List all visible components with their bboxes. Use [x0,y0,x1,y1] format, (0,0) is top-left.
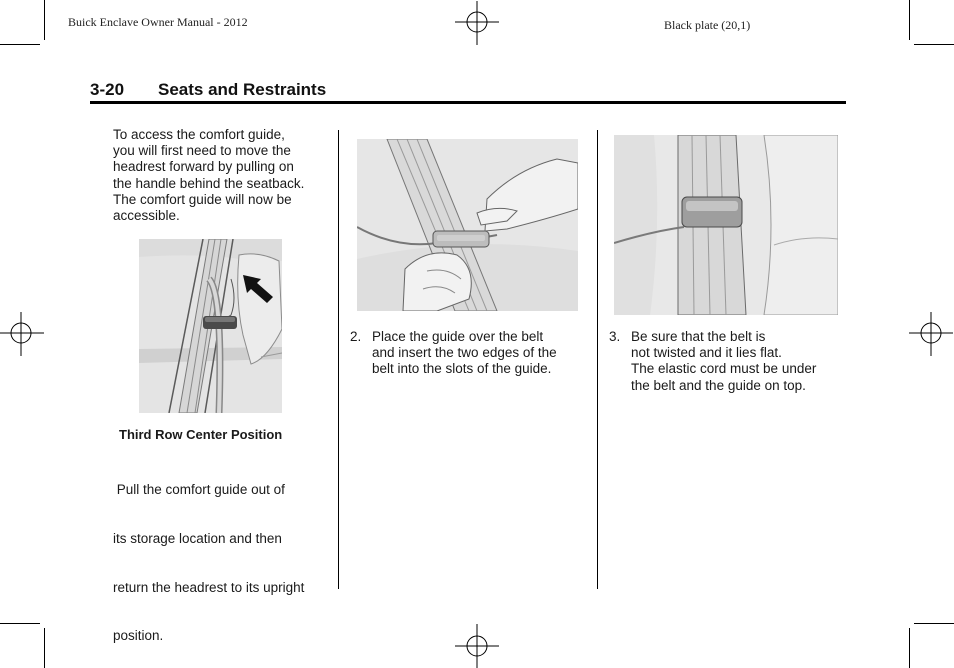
text-line: not twisted and it lies flat. [631,345,782,361]
text-line: the belt and the guide on top. [631,377,806,393]
column-divider-2 [597,130,598,589]
figure-guide-over-belt [357,139,578,311]
registration-mark-right-icon [909,312,953,356]
text-line: belt into the slots of the guide. [372,361,552,377]
text-line: and insert the two edges of the [372,345,557,361]
registration-mark-left-icon [0,312,44,356]
text-line: Be sure that the belt is [631,329,766,344]
text-line: the handle behind the seatback. [113,175,305,191]
crop-mark-bottom-left-h [0,623,40,624]
section-title: Seats and Restraints [158,80,327,99]
text-line: Place the guide over the belt [372,329,544,344]
print-header-plate: Black plate (20,1) [664,18,751,32]
crop-mark-bottom-right-v [909,628,910,668]
column-divider-1 [338,130,339,589]
crop-mark-top-right-h [914,44,954,45]
step-text [372,329,584,378]
figure-caption: Third Row Center Position [119,427,283,442]
text-line: The elastic cord must be under [631,361,817,377]
text-line: headrest forward by pulling on [113,159,294,175]
instruction-paragraph [113,450,333,661]
text-line: Pull the comfort guide out of [113,482,285,498]
heading-rule [90,101,846,104]
step-2 [350,329,584,389]
text-line: position. [113,628,164,644]
text-line: return the headrest to its upright [113,579,305,595]
section-heading [90,80,326,100]
text-line: To access the comfort guide, [113,127,285,142]
text-line: its storage location and then [113,531,282,547]
figure-headrest-comfort-guide [139,239,282,413]
intro-paragraph [113,127,333,224]
step-text [631,329,843,394]
text-line: accessible. [113,208,180,224]
print-header-manual: Buick Enclave Owner Manual - 2012 [68,15,248,29]
crop-mark-top-right-v [909,0,910,40]
registration-mark-bottom-icon [455,624,499,668]
registration-mark-top-icon [455,1,499,45]
crop-mark-bottom-left-v [44,628,45,668]
text-line: The comfort guide will now be [113,191,292,207]
text-line: you will first need to move the [113,143,291,159]
crop-mark-top-left-v [44,0,45,40]
crop-mark-top-left-h [0,44,40,45]
step-number: 3. [609,329,621,344]
crop-mark-bottom-right-h [914,623,954,624]
step-number: 2. [350,329,362,344]
section-number: 3-20 [90,80,125,99]
step-3 [609,329,843,405]
figure-belt-flat-cord-under [614,135,838,315]
